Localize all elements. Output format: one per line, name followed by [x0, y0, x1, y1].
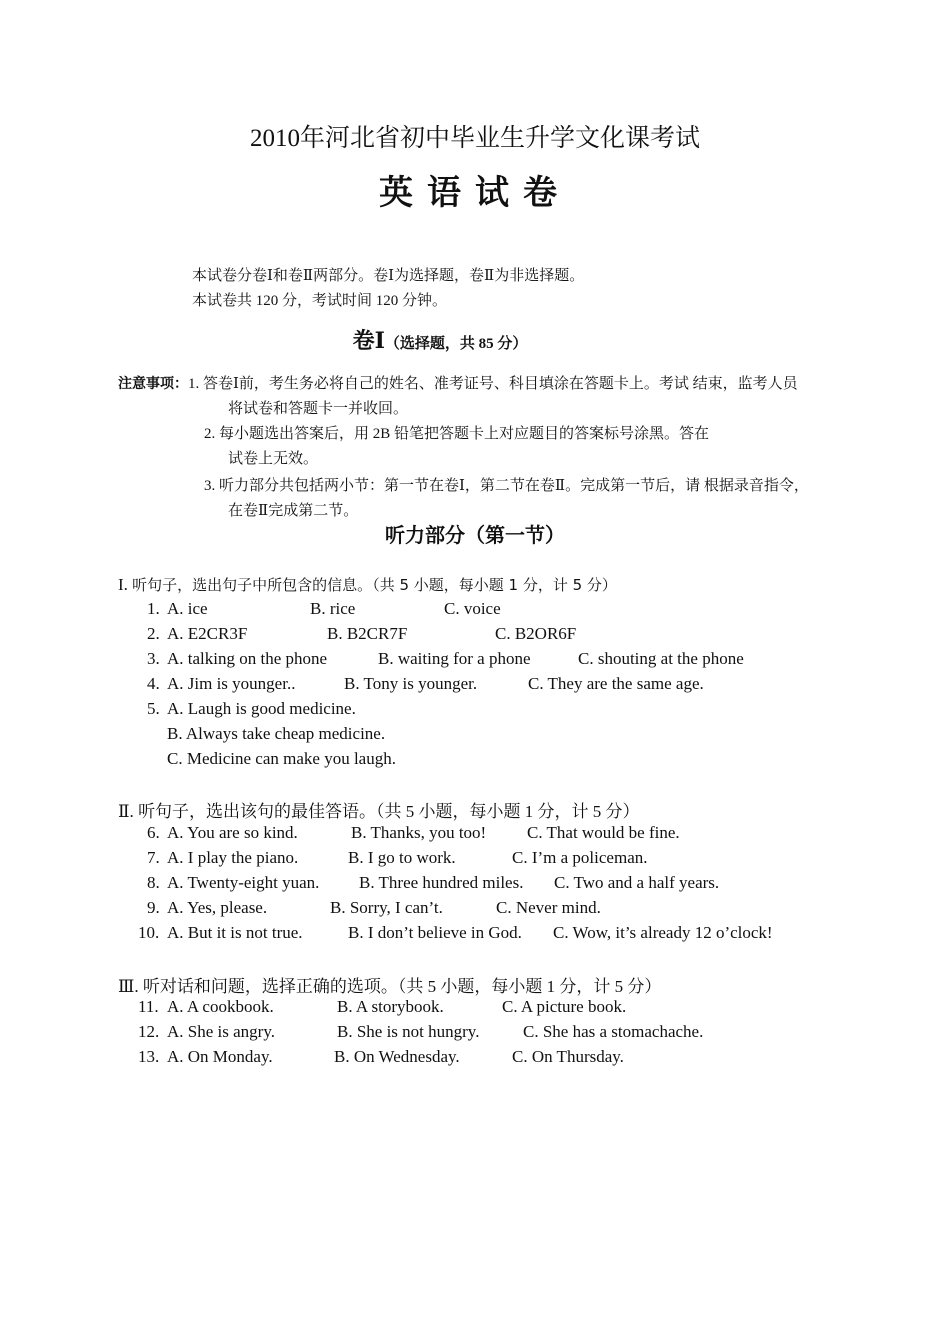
option-a: A. E2CR3F — [167, 624, 248, 643]
option-b: B. Tony is younger. — [344, 674, 478, 693]
option-c: C. Wow, it’s already 12 o’clock! — [553, 923, 773, 942]
option-b: B. Three hundred miles. — [359, 873, 524, 892]
section-1-subtitle: （选择题，共 85 分） — [384, 336, 528, 352]
part-1-number: I. — [118, 575, 128, 594]
option-b: B. B2CR7F — [327, 624, 408, 643]
option-a: A. A cookbook. — [167, 997, 274, 1016]
option-c: C. Two and a half years. — [554, 873, 720, 892]
part-2-heading — [118, 797, 640, 822]
option-a: A. Jim is younger.. — [167, 674, 296, 693]
intro-line-1: 本试卷分卷Ⅰ和卷Ⅱ两部分。卷Ⅰ为选择题，卷Ⅱ为非选择题。 — [192, 268, 585, 284]
option-c: C. That would be fine. — [527, 823, 680, 842]
question-number: 12. — [138, 1022, 160, 1041]
option-a: A. Laugh is good medicine. — [167, 699, 356, 718]
option-b: B. rice — [310, 599, 356, 618]
note-1-a: 1. 答卷Ⅰ前，考生务必将自己的姓名、准考证号、科目填涂在答题卡上。考试 结束，监考人员 — [188, 376, 798, 392]
option-c: C. voice — [444, 599, 501, 618]
option-c: C. Medicine can make you laugh. — [167, 749, 396, 768]
listening-section-title: 听力部分（第一节） — [385, 525, 565, 547]
part-3-number: Ⅲ. — [118, 977, 139, 996]
exam-title: 2010年河北省初中毕业生升学文化课考试 — [249, 125, 700, 152]
question-number: 10. — [138, 923, 160, 942]
part-1-heading — [118, 574, 617, 595]
option-b: B. She is not hungry. — [337, 1022, 480, 1041]
option-a: A. Yes, please. — [167, 898, 268, 917]
option-c: C. On Thursday. — [512, 1047, 624, 1066]
part-1-instruction: 听句子，选出句子中所包含的信息。 — [132, 576, 373, 594]
option-a: A. Twenty-eight yuan. — [167, 873, 320, 892]
option-a: A. She is angry. — [167, 1022, 275, 1041]
question-number: 3. — [147, 649, 160, 668]
option-a: A. You are so kind. — [167, 823, 298, 842]
option-b: B. On Wednesday. — [334, 1047, 460, 1066]
part-3-heading — [118, 972, 661, 997]
note-1-b: 将试卷和答题卡一并收回。 — [228, 401, 409, 417]
part-2-number: Ⅱ. — [118, 802, 134, 821]
question-number: 6. — [147, 823, 160, 842]
question-number: 2. — [147, 624, 160, 643]
option-c: C. She has a stomachache. — [523, 1022, 704, 1041]
option-a: A. On Monday. — [167, 1047, 273, 1066]
option-b: B. I go to work. — [348, 848, 456, 867]
option-a: A. talking on the phone — [167, 649, 328, 668]
option-b: B. Thanks, you too! — [351, 823, 487, 842]
notes-label: 注意事项： — [118, 376, 188, 392]
option-b: B. A storybook. — [337, 997, 444, 1016]
option-c: C. I’m a policeman. — [512, 848, 648, 867]
note-3-b: 在卷Ⅱ完成第二节。 — [228, 503, 359, 519]
question-number: 5. — [147, 699, 160, 718]
question-number: 11. — [138, 997, 159, 1016]
option-c: C. B2OR6F — [495, 624, 577, 643]
option-b: B. Always take cheap medicine. — [167, 724, 386, 743]
question-number: 8. — [147, 873, 160, 892]
part-3-instruction: 听对话和问题，选择正确的选项。（共 5 小题，每小题 1 分，计 5 分） — [142, 977, 662, 996]
option-c: C. shouting at the phone — [578, 649, 744, 668]
option-a: A. ice — [167, 599, 208, 618]
option-a: A. I play the piano. — [167, 848, 299, 867]
option-a: A. But it is not true. — [167, 923, 303, 942]
note-2-b: 试卷上无效。 — [228, 451, 319, 467]
question-number: 1. — [147, 599, 160, 618]
option-b: B. I don’t believe in God. — [348, 923, 522, 942]
option-c: C. A picture book. — [502, 997, 627, 1016]
question-number: 13. — [138, 1047, 160, 1066]
part-2-instruction: 听句子，选出该句的最佳答语。（共 5 小题，每小题 1 分，计 5 分） — [138, 802, 640, 821]
part-1-scoring: （共 5 小题，每小题 1 分，计 5 分） — [372, 576, 617, 594]
section-1-title: 卷Ⅰ — [352, 328, 385, 353]
option-b: B. Sorry, I can’t. — [330, 898, 443, 917]
exam-subject-title: 英语试卷 — [379, 175, 571, 212]
option-c: C. Never mind. — [496, 898, 601, 917]
note-2-a: 2. 每小题选出答案后，用 2B 铅笔把答题卡上对应题目的答案标号涂黑。答在 — [204, 426, 710, 442]
intro-line-2: 本试卷共 120 分，考试时间 120 分钟。 — [192, 293, 448, 309]
question-number: 7. — [147, 848, 160, 867]
notes-line-1 — [118, 372, 798, 393]
option-c: C. They are the same age. — [528, 674, 704, 693]
option-b: B. waiting for a phone — [378, 649, 531, 668]
note-3-a: 3. 听力部分共包括两小节：第一节在卷Ⅰ，第二节在卷Ⅱ。完成第一节后，请 根据录音指令， — [204, 478, 809, 494]
question-number: 4. — [147, 674, 160, 693]
question-number: 9. — [147, 898, 160, 917]
section-1-heading — [0, 324, 880, 355]
